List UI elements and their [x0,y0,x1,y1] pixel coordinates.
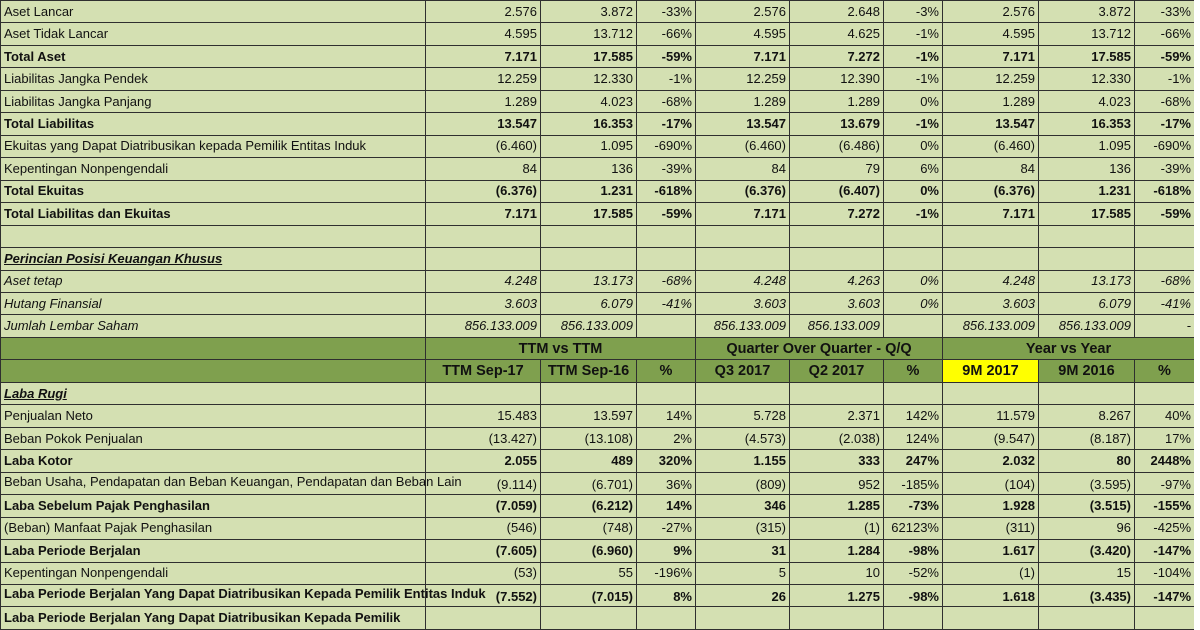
cell-value: 15.483 [426,405,541,427]
row-label: Total Ekuitas [1,180,426,202]
cell-value: 13.173 [541,270,637,292]
cell-value: 1.928 [943,495,1039,517]
row-label: Laba Kotor [1,450,426,472]
cell-value: 1.289 [696,90,790,112]
cell-value: -59% [1135,203,1195,226]
cell-value: 84 [696,158,790,180]
cell-value [790,607,884,630]
cell-value: 26 [696,584,790,606]
cell-value: -1% [884,23,943,45]
col-header: TTM Sep-17 [426,360,541,382]
cell-value: (7.059) [426,495,541,517]
cell-value [637,315,696,337]
cell-value: (6.486) [790,135,884,157]
cell-value: -59% [1135,45,1195,67]
cell-value: -59% [637,45,696,67]
cell-value: 15 [1039,562,1135,584]
cell-value: 10 [790,562,884,584]
cell-value: -98% [884,540,943,562]
cell-value: 17.585 [1039,45,1135,67]
cell-value: 16.353 [1039,113,1135,135]
table-row [1,180,1195,202]
table-row [1,293,1195,315]
cell-value: (6.376) [426,180,541,202]
cell-value: 12.259 [426,68,541,90]
cell-value: (7.552) [426,584,541,606]
cell-value: 856.133.009 [790,315,884,337]
cell-value: -17% [637,113,696,135]
cell-value: -66% [637,23,696,45]
cell-value: (8.187) [1039,427,1135,449]
cell-value: -3% [884,1,943,23]
column-header-row [1,360,1195,382]
row-label: Laba Periode Berjalan Yang Dapat Diatribusikan Kepada Pemilik Entitas Induk [1,584,426,606]
row-label: Beban Pokok Penjualan [1,427,426,449]
cell-value: -618% [1135,180,1195,202]
cell-value: 4.023 [1039,90,1135,112]
cell-value: 2.576 [426,1,541,23]
spacer-row [1,225,1195,247]
cell-value [696,607,790,630]
table-row [1,23,1195,45]
table-row [1,158,1195,180]
group-yoy-header: Year vs Year [943,337,1195,359]
cell-value: 40% [1135,405,1195,427]
cell-value: (311) [943,517,1039,539]
cell-value: 4.625 [790,23,884,45]
cell-value: (6.460) [696,135,790,157]
table-row [1,517,1195,539]
cell-value: -39% [637,158,696,180]
row-label: Liabilitas Jangka Panjang [1,90,426,112]
cell-value: 80 [1039,450,1135,472]
table-row [1,607,1195,630]
cell-value: (13.108) [541,427,637,449]
cell-value: 11.579 [943,405,1039,427]
cell-value: 6.079 [541,293,637,315]
cell-value: 6% [884,158,943,180]
cell-value: -147% [1135,584,1195,606]
cell-value: 4.595 [426,23,541,45]
cell-value: 13.712 [1039,23,1135,45]
cell-value: -690% [1135,135,1195,157]
cell-value: 1.618 [943,584,1039,606]
cell-value: (3.435) [1039,584,1135,606]
special-section-title-row [1,248,1195,270]
cell-value: 84 [943,158,1039,180]
row-label: Laba Sebelum Pajak Penghasilan [1,495,426,517]
cell-value: (1) [943,562,1039,584]
table-row [1,495,1195,517]
cell-value: (3.595) [1039,472,1135,494]
cell-value: 1.275 [790,584,884,606]
col-header: 9M 2016 [1039,360,1135,382]
cell-value: -1% [1135,68,1195,90]
cell-value: 320% [637,450,696,472]
cell-value: 62123% [884,517,943,539]
cell-value: -41% [1135,293,1195,315]
cell-value: 1.095 [1039,135,1135,157]
cell-value: -1% [884,45,943,67]
row-label: Kepentingan Nonpengendali [1,562,426,584]
cell-value: 7.171 [696,45,790,67]
cell-value: (6.376) [696,180,790,202]
cell-value: (3.420) [1039,540,1135,562]
cell-value: -155% [1135,495,1195,517]
row-label: Aset Lancar [1,1,426,23]
cell-value: -68% [637,270,696,292]
cell-value: -66% [1135,23,1195,45]
cell-value: -68% [1135,90,1195,112]
cell-value: -690% [637,135,696,157]
cell-value: 346 [696,495,790,517]
cell-value: 4.595 [943,23,1039,45]
cell-value: 9% [637,540,696,562]
row-label: Laba Periode Berjalan Yang Dapat Diatribusikan Kepada Pemilik [1,607,426,630]
cell-value: 17% [1135,427,1195,449]
row-label: Total Liabilitas dan Ekuitas [1,203,426,226]
cell-value: 17.585 [541,203,637,226]
cell-value: 0% [884,270,943,292]
cell-value: 16.353 [541,113,637,135]
cell-value: 1.155 [696,450,790,472]
cell-value: -68% [1135,270,1195,292]
cell-value: -17% [1135,113,1195,135]
table-row [1,315,1195,337]
table-row [1,405,1195,427]
cell-value: 7.171 [943,45,1039,67]
cell-value: 856.133.009 [696,315,790,337]
group-header-row [1,337,1195,359]
cell-value: 96 [1039,517,1135,539]
cell-value: (546) [426,517,541,539]
cell-value: 0% [884,135,943,157]
cell-value: (6.701) [541,472,637,494]
group-ttm-header: TTM vs TTM [426,337,696,359]
cell-value: 856.133.009 [943,315,1039,337]
cell-value: 17.585 [541,45,637,67]
cell-value: 4.263 [790,270,884,292]
cell-value [541,607,637,630]
cell-value [637,607,696,630]
cell-value: 79 [790,158,884,180]
row-label: Ekuitas yang Dapat Diatribusikan kepada Pemilik Entitas Induk [1,135,426,157]
cell-value: -1% [637,68,696,90]
cell-value: -425% [1135,517,1195,539]
cell-value: 2.032 [943,450,1039,472]
cell-value: 2% [637,427,696,449]
cell-value: 13.547 [943,113,1039,135]
cell-value: (315) [696,517,790,539]
cell-value: (6.460) [426,135,541,157]
cell-value: -59% [637,203,696,226]
cell-value: 136 [541,158,637,180]
cell-value: (13.427) [426,427,541,449]
col-header-highlighted: 9M 2017 [943,360,1039,382]
cell-value: 7.272 [790,45,884,67]
cell-value: 7.171 [696,203,790,226]
cell-value: -104% [1135,562,1195,584]
cell-value: 1.231 [541,180,637,202]
row-label: Aset Tidak Lancar [1,23,426,45]
cell-value: (748) [541,517,637,539]
section-title: Perincian Posisi Keuangan Khusus [1,248,426,270]
table-row [1,427,1195,449]
cell-value [884,315,943,337]
cell-value: -41% [637,293,696,315]
cell-value: 5 [696,562,790,584]
cell-value: -39% [1135,158,1195,180]
cell-value: (809) [696,472,790,494]
page-edge [1194,0,1200,630]
cell-value: 3.603 [790,293,884,315]
cell-value: 5.728 [696,405,790,427]
col-header: % [884,360,943,382]
cell-value: -52% [884,562,943,584]
cell-value: -27% [637,517,696,539]
table-row [1,472,1195,494]
cell-value: 333 [790,450,884,472]
cell-value: 1.289 [426,90,541,112]
cell-value: 124% [884,427,943,449]
cell-value: 8% [637,584,696,606]
cell-value: 1.231 [1039,180,1135,202]
row-label: (Beban) Manfaat Pajak Penghasilan [1,517,426,539]
col-header: % [637,360,696,382]
cell-value: 6.079 [1039,293,1135,315]
cell-value: 2.648 [790,1,884,23]
cell-value: 3.603 [696,293,790,315]
table-row [1,450,1195,472]
cell-value: 7.171 [426,203,541,226]
cell-value: 2.576 [696,1,790,23]
row-label: Penjualan Neto [1,405,426,427]
cell-value: 142% [884,405,943,427]
cell-value: 1.617 [943,540,1039,562]
cell-value: 2.055 [426,450,541,472]
cell-value: (4.573) [696,427,790,449]
cell-value: (3.515) [1039,495,1135,517]
cell-value: 7.171 [943,203,1039,226]
cell-value: -1% [884,113,943,135]
row-label: Total Aset [1,45,426,67]
cell-value: 14% [637,405,696,427]
group-qoq-header: Quarter Over Quarter - Q/Q [696,337,943,359]
row-label: Beban Usaha, Pendapatan dan Beban Keuangan, Pendapatan dan Beban Lain [1,472,426,494]
col-header: TTM Sep-16 [541,360,637,382]
row-label: Hutang Finansial [1,293,426,315]
cell-value: 1.289 [943,90,1039,112]
cell-value: 3.603 [943,293,1039,315]
cell-value: (9.114) [426,472,541,494]
cell-value: 12.259 [696,68,790,90]
cell-value: (6.960) [541,540,637,562]
col-header: Q3 2017 [696,360,790,382]
col-header: % [1135,360,1195,382]
cell-value: 13.173 [1039,270,1135,292]
cell-value: (7.015) [541,584,637,606]
cell-value: 12.390 [790,68,884,90]
cell-value: 8.267 [1039,405,1135,427]
cell-value: -73% [884,495,943,517]
cell-value: (104) [943,472,1039,494]
cell-value: 7.171 [426,45,541,67]
cell-value: -147% [1135,540,1195,562]
cell-value: 7.272 [790,203,884,226]
cell-value: -196% [637,562,696,584]
row-label: Jumlah Lembar Saham [1,315,426,337]
cell-value: 13.679 [790,113,884,135]
cell-value: 4.248 [943,270,1039,292]
cell-value: -1% [884,203,943,226]
cell-value: -97% [1135,472,1195,494]
cell-value: (1) [790,517,884,539]
cell-value: 0% [884,90,943,112]
cell-value: (6.376) [943,180,1039,202]
cell-value: -98% [884,584,943,606]
income-section-title-row [1,382,1195,404]
cell-value: 0% [884,293,943,315]
cell-value: 12.330 [541,68,637,90]
table-row [1,135,1195,157]
cell-value: 14% [637,495,696,517]
row-label: Total Liabilitas [1,113,426,135]
cell-value: -68% [637,90,696,112]
cell-value: -33% [637,1,696,23]
cell-value: 3.603 [426,293,541,315]
table-row [1,270,1195,292]
cell-value: 1.285 [790,495,884,517]
cell-value: 4.248 [426,270,541,292]
cell-value: (6.212) [541,495,637,517]
row-label: Laba Periode Berjalan [1,540,426,562]
cell-value: -33% [1135,1,1195,23]
cell-value: 3.872 [1039,1,1135,23]
cell-value: (9.547) [943,427,1039,449]
cell-value: 13.547 [426,113,541,135]
cell-value: 84 [426,158,541,180]
cell-value: (53) [426,562,541,584]
cell-value: 4.023 [541,90,637,112]
cell-value [1135,607,1195,630]
cell-value: 55 [541,562,637,584]
cell-value: - [1135,315,1195,337]
cell-value: (2.038) [790,427,884,449]
cell-value: 0% [884,180,943,202]
table-row [1,113,1195,135]
cell-value: 856.133.009 [1039,315,1135,337]
cell-value: 489 [541,450,637,472]
table-row [1,584,1195,606]
table-row [1,90,1195,112]
table-row [1,562,1195,584]
cell-value: 13.597 [541,405,637,427]
row-label: Aset tetap [1,270,426,292]
cell-value: 856.133.009 [426,315,541,337]
cell-value: (6.407) [790,180,884,202]
table-row [1,1,1195,23]
cell-value: 2448% [1135,450,1195,472]
cell-value: 36% [637,472,696,494]
cell-value: -618% [637,180,696,202]
cell-value: 13.547 [696,113,790,135]
cell-value: -185% [884,472,943,494]
table-row [1,45,1195,67]
cell-value: 247% [884,450,943,472]
cell-value: 1.095 [541,135,637,157]
cell-value: 12.330 [1039,68,1135,90]
table-row [1,68,1195,90]
cell-value [943,607,1039,630]
cell-value: -1% [884,68,943,90]
cell-value: 2.576 [943,1,1039,23]
cell-value: 12.259 [943,68,1039,90]
cell-value: 2.371 [790,405,884,427]
cell-value: 1.284 [790,540,884,562]
table-row [1,203,1195,226]
cell-value: (6.460) [943,135,1039,157]
section-title: Laba Rugi [1,382,426,404]
cell-value: 3.872 [541,1,637,23]
row-label: Kepentingan Nonpengendali [1,158,426,180]
col-header: Q2 2017 [790,360,884,382]
cell-value: 17.585 [1039,203,1135,226]
cell-value [1039,607,1135,630]
cell-value: 4.595 [696,23,790,45]
cell-value: (7.605) [426,540,541,562]
cell-value: 136 [1039,158,1135,180]
cell-value [426,607,541,630]
cell-value: 31 [696,540,790,562]
cell-value [884,607,943,630]
cell-value: 4.248 [696,270,790,292]
cell-value: 952 [790,472,884,494]
cell-value: 856.133.009 [541,315,637,337]
cell-value: 1.289 [790,90,884,112]
row-label: Liabilitas Jangka Pendek [1,68,426,90]
table-row [1,540,1195,562]
cell-value: 13.712 [541,23,637,45]
